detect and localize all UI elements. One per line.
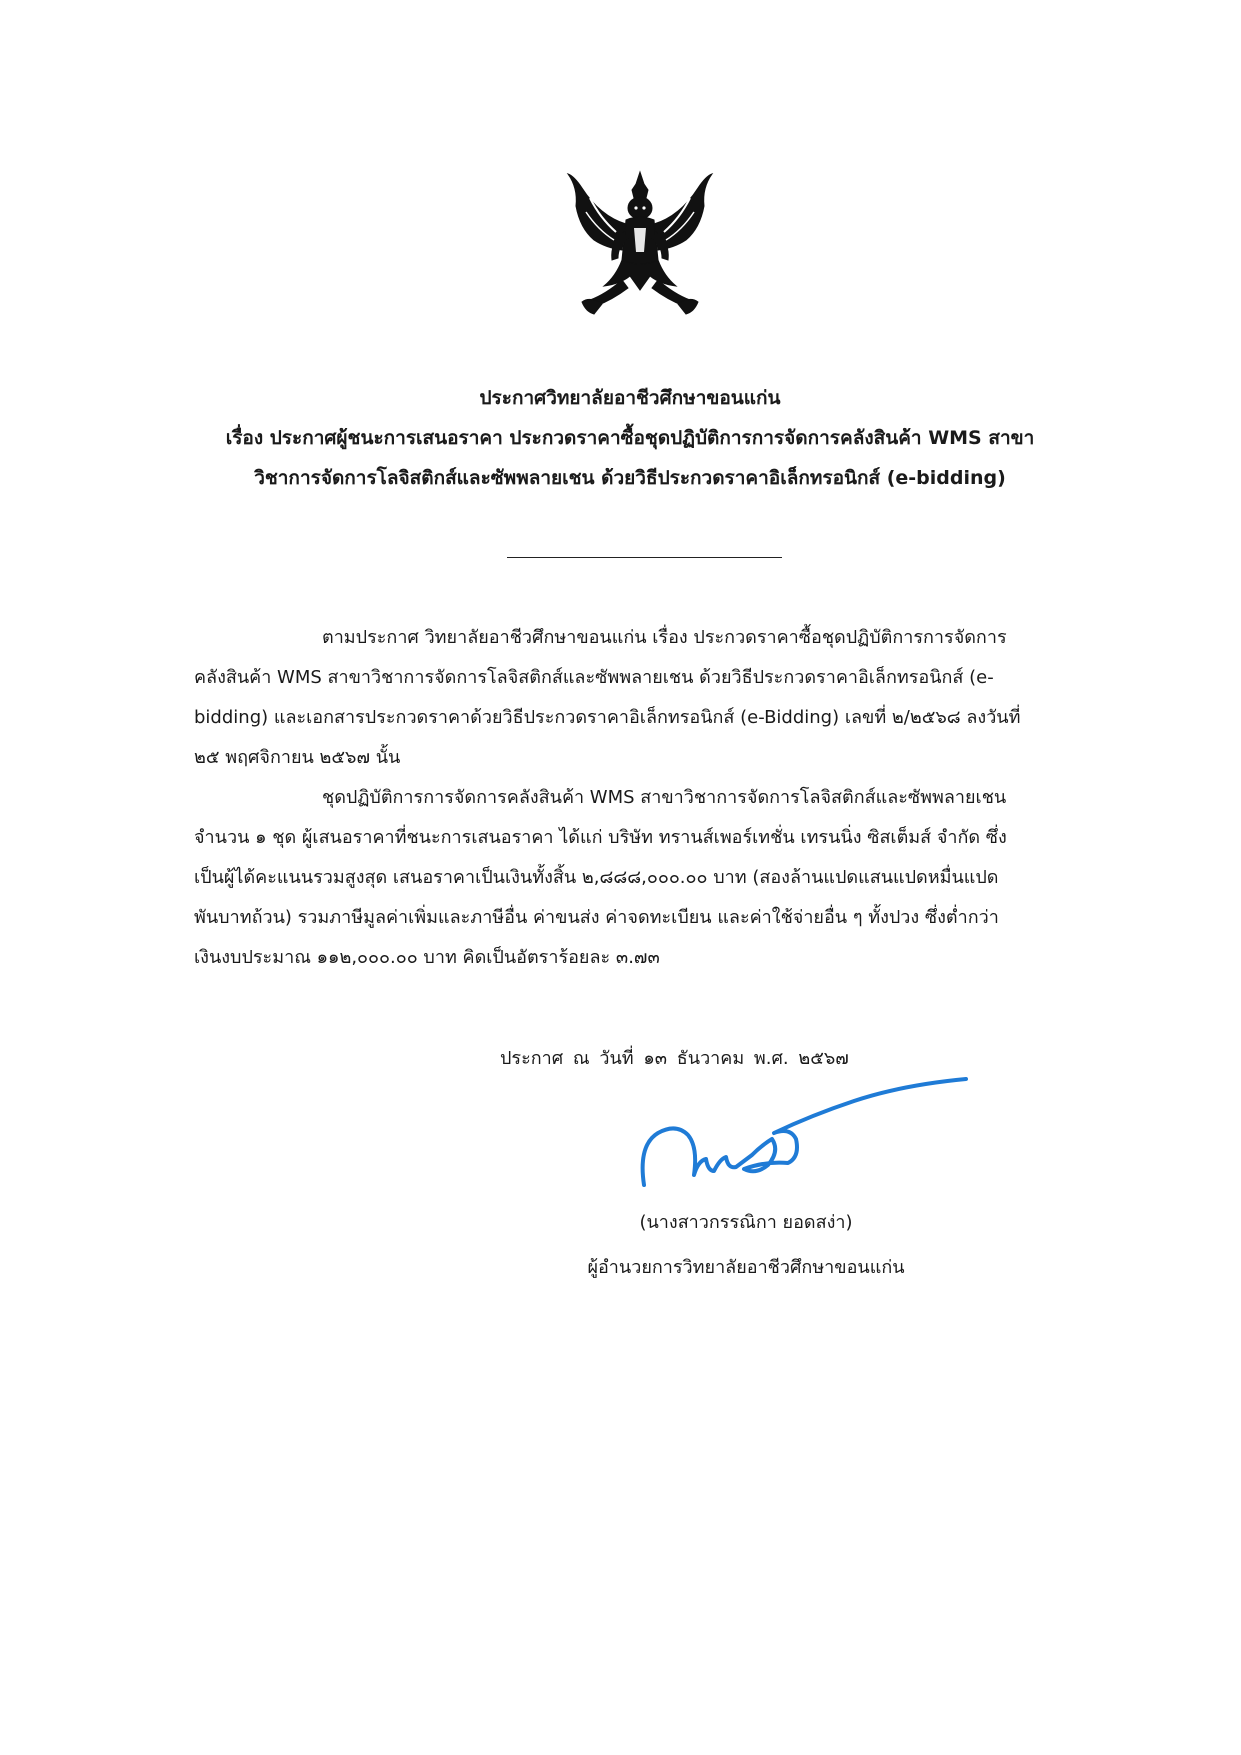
signer-title: ผู้อำนวยการวิทยาลัยอาชีวศึกษาขอนแก่น: [587, 1257, 905, 1278]
body-line: ชุดปฏิบัติการการจัดการคลังสินค้า WMS สาขาวิชาการจัดการโลจิสติกส์และซัพพลายเชน: [322, 787, 1007, 808]
announcement-date: ประกาศ ณ วันที่ ๑๓ ธันวาคม พ.ศ. ๒๕๖๗: [500, 1048, 849, 1069]
title-line-2: เรื่อง ประกาศผู้ชนะการเสนอราคา ประกวดราคาซื้อชุดปฏิบัติการการจัดการคลังสินค้า WMS สาขา: [225, 427, 1035, 449]
title-line-3: วิชาการจัดการโลจิสติกส์และซัพพลายเชน ด้วยวิธีประกวดราคาอิเล็กทรอนิกส์ (e-bidding): [254, 467, 1006, 489]
signer-name: (นางสาวกรรณิกา ยอดสง่า): [639, 1212, 853, 1233]
body-line: เป็นผู้ได้คะแนนรวมสูงสุด เสนอราคาเป็นเงินทั้งสิ้น ๒,๘๘๘,๐๐๐.๐๐ บาท (สองล้านแปดแสนแปดหมื่นแปด: [194, 867, 999, 888]
garuda-emblem-icon: [560, 168, 720, 328]
body-line: bidding) และเอกสารประกวดราคาด้วยวิธีประกวดราคาอิเล็กทรอนิกส์ (e-Bidding) เลขที่ ๒/๒๕๖๘ ลงวันที่: [194, 707, 1021, 728]
announcement-body: [194, 618, 1094, 978]
title-line-1: ประกาศวิทยาลัยอาชีวศึกษาขอนแก่น: [479, 387, 781, 409]
handwritten-signature: [640, 1075, 970, 1200]
announcement-title: [180, 378, 1080, 498]
body-line: พันบาทถ้วน) รวมภาษีมูลค่าเพิ่มและภาษีอื่น ค่าขนส่ง ค่าจดทะเบียน และค่าใช้จ่ายอื่น ๆ ทั้งปวง ซึ่งต่ำกว่า: [194, 907, 999, 928]
paragraph-reference: [194, 618, 1094, 778]
body-line: เงินงบประมาณ ๑๑๒,๐๐๐.๐๐ บาท คิดเป็นอัตราร้อยละ ๓.๗๓: [194, 947, 660, 968]
paragraph-winner: [194, 778, 1094, 978]
body-line: ๒๕ พฤศจิกายน ๒๕๖๗ นั้น: [194, 747, 401, 768]
title-divider: [507, 557, 782, 558]
body-line: จำนวน ๑ ชุด ผู้เสนอราคาที่ชนะการเสนอราคา ได้แก่ บริษัท ทรานส์เพอร์เทชั่น เทรนนิ่ง ซิสเต็มส์ จำกัด ซึ่ง: [194, 827, 1007, 848]
body-line: คลังสินค้า WMS สาขาวิชาการจัดการโลจิสติกส์และซัพพลายเชน ด้วยวิธีประกวดราคาอิเล็กทรอนิกส์ (e-: [194, 667, 994, 688]
body-line: ตามประกาศ วิทยาลัยอาชีวศึกษาขอนแก่น เรื่อง ประกวดราคาซื้อชุดปฏิบัติการการจัดการ: [322, 627, 1007, 648]
